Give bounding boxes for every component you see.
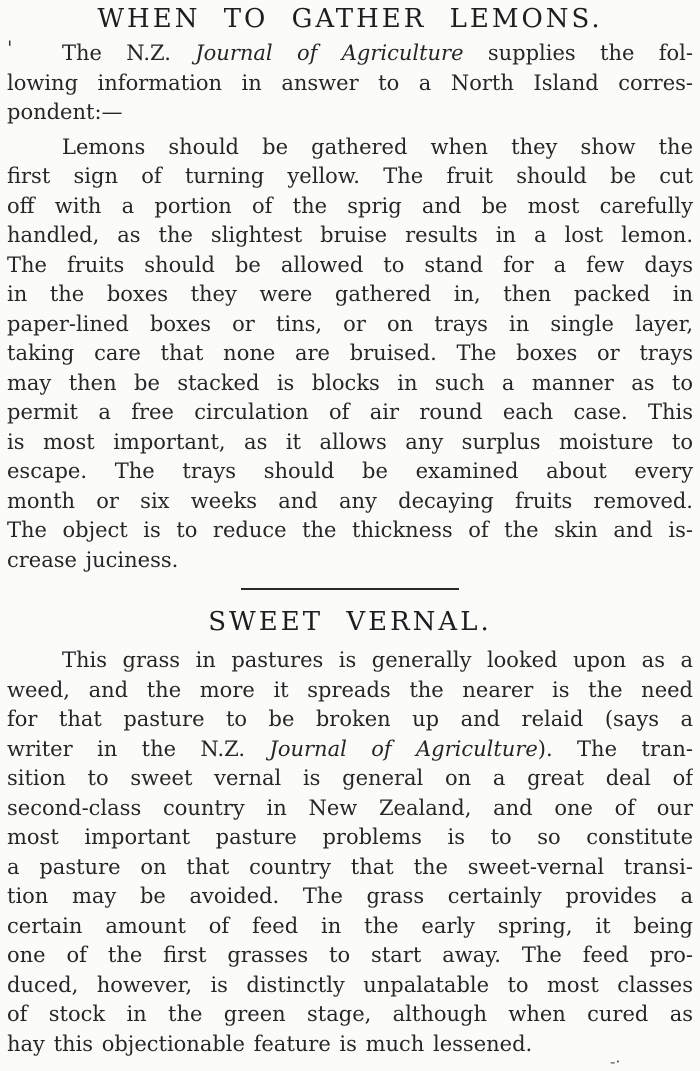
text-line: handled, as the slightest bruise results in a lost lemon. [7, 223, 693, 247]
article-title-lemons: WHEN TO GATHER LEMONS. [97, 4, 603, 34]
text-line: for that pasture to be broken up and relaid (says a [7, 707, 693, 731]
text-line: lowing information in answer to a North Island corres- [7, 70, 693, 95]
text-line: tion may be avoided. The grass certainly provides a [7, 884, 693, 908]
paragraph [7, 39, 693, 128]
article-title-sweet-vernal: SWEET VERNAL. [208, 607, 492, 637]
journal-name-italic: Journal of Agriculture [269, 736, 538, 761]
text-line [7, 735, 693, 765]
text-line: most important pasture problems is to so constitute [7, 825, 693, 849]
text-line: permit a free circulation of air round each case. This [7, 400, 693, 424]
article-lemons [7, 4, 693, 575]
text-line: off with a portion of the sprig and be most carefully [7, 193, 693, 218]
paragraph [7, 646, 693, 1059]
text-line: hay this objectionable feature is much lessened. [7, 1031, 533, 1056]
text-line: paper-lined boxes or tins, or on trays in single layer, [7, 311, 693, 336]
print-artifact-mark: ' [7, 36, 13, 60]
paragraph [7, 133, 693, 576]
text-segment: The N.Z. [62, 41, 196, 65]
text-line: is most important, as it allows any surplus moisture to [7, 429, 693, 454]
text-line: sition to sweet vernal is general on a great deal of [7, 766, 693, 790]
section-divider [241, 588, 459, 590]
text-line: escape. The trays should be examined about every [7, 459, 693, 483]
text-line: may then be stacked is blocks in such a manner as to [7, 370, 693, 395]
text-line: second-class country in New Zealand, and one of our [7, 795, 693, 820]
text-line: duced, however, is distinctly unpalatable to most classes [7, 972, 693, 997]
print-artifact-mark: -· [610, 1052, 621, 1071]
text-line: a pasture on that country that the sweet-vernal transi- [7, 854, 693, 879]
text-line: month or six weeks and any decaying fruits removed. [7, 488, 693, 513]
text-line: The fruits should be allowed to stand for a few days [7, 252, 693, 277]
text-segment: ). The tran- [537, 736, 693, 761]
text-line: This grass in pastures is generally looked upon as a [62, 648, 693, 672]
text-line: Lemons should be gathered when they show the [62, 134, 693, 159]
text-line: one of the first grasses to start away. The feed pro- [7, 943, 693, 967]
text-segment: writer in the N.Z. [7, 736, 270, 761]
journal-name-italic: Journal of Agriculture [195, 41, 464, 65]
article-sweet-vernal [7, 607, 693, 1059]
text-line: certain amount of feed in the early spring, it being [7, 913, 693, 938]
text-line: of stock in the green stage, although when cured as [7, 1002, 693, 1026]
text-line: weed, and the more it spreads the nearer is the need [7, 677, 693, 702]
text-line: crease juciness. [7, 547, 179, 572]
text-line: pondent:— [7, 100, 123, 124]
text-line: taking care that none are bruised. The boxes or trays [7, 341, 693, 365]
text-line: in the boxes they were gathered in, then packed in [7, 282, 693, 306]
text-line: first sign of turning yellow. The fruit should be cut [7, 164, 693, 188]
text-line: The object is to reduce the thickness of the skin and is- [7, 518, 693, 542]
text-segment: supplies the fol- [463, 41, 693, 65]
text-line [7, 39, 693, 69]
